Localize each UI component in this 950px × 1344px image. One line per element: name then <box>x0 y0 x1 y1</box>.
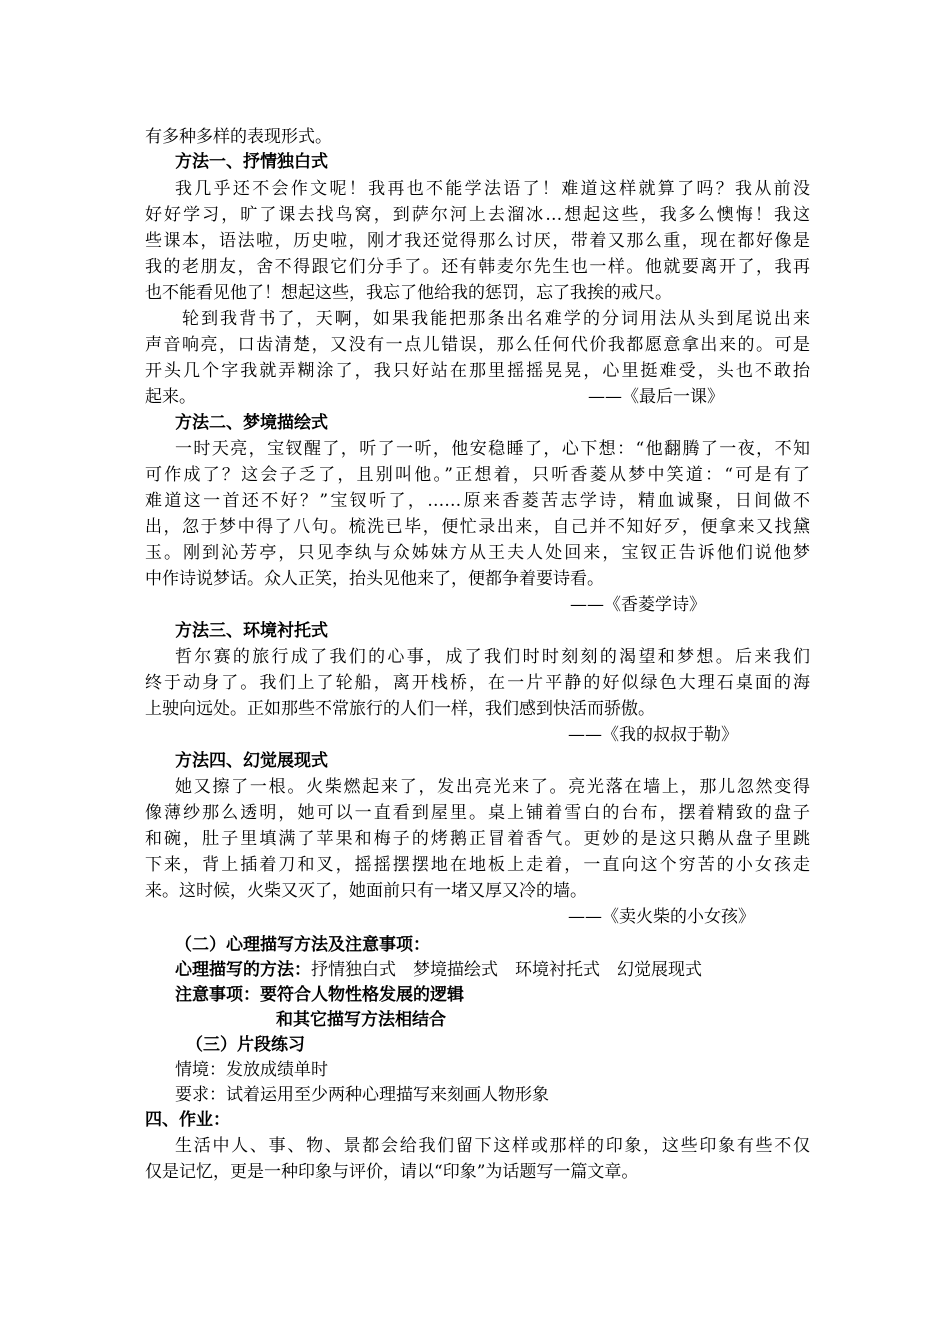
section3-situation: 情境：发放成绩单时 <box>175 1060 328 1080</box>
method1-line2: 开头几个字我就弄糊涂了，我只好站在那里摇摇晃晃，心里挺难受，头也不敢抬 <box>145 361 810 381</box>
method1-line: 也不能看见他了！想起这些，我忘了他给我的惩罚，忘了我挨的戒尺。 <box>145 283 672 303</box>
method4-source: ——《卖火柴的小女孩》 <box>568 907 755 927</box>
method3-line: 上驶向远处。正如那些不常旅行的人们一样，我们感到快活而骄傲。 <box>145 699 655 719</box>
method1-line: 我的老朋友，舍不得跟它们分手了。还有韩麦尔先生也一样。他就要离开了，我再 <box>145 257 810 277</box>
method2-line: 出，忽于梦中得了八句。梳洗已毕，便忙录出来，自己并不知好歹，便拿来又找黛 <box>145 517 810 537</box>
method1-line: 我几乎还不会作文呢！我再也不能学法语了！难道这样就算了吗？我从前没 <box>175 179 810 199</box>
section2-notes <box>175 983 775 1007</box>
method4-line: 来。这时候，火柴又灭了，她面前只有一堵又厚又冷的墙。 <box>145 881 587 901</box>
section4-title: 四、作业： <box>145 1110 230 1130</box>
section2-note2: 和其它描写方法相结合 <box>276 1010 446 1030</box>
method4-title: 方法四、幻觉展现式 <box>175 751 328 771</box>
method3-line: 哲尔赛的旅行成了我们的心事，成了我们时时刻刻的渴望和梦想。后来我们 <box>175 647 810 667</box>
method2-line: 玉。刚到沁芳亭，只见李纨与众姊妹方从王夫人处回来，宝钗正告诉他们说他梦 <box>145 543 810 563</box>
section4-line: 生活中人、事、物、景都会给我们留下这样或那样的印象，这些印象有些不仅 <box>175 1136 810 1156</box>
method1-title: 方法一、抒情独白式 <box>175 152 328 172</box>
method3-source: ——《我的叔叔于勒》 <box>568 725 738 745</box>
method4-line: 像薄纱那么透明，她可以一直看到屋里。桌上铺着雪白的台布，摆着精致的盘子 <box>145 803 810 823</box>
method2-source: ——《香菱学诗》 <box>570 595 706 615</box>
section3-requirement: 要求：试着运用至少两种心理描写来刻画人物形象 <box>175 1085 549 1105</box>
method1-source: ——《最后一课》 <box>588 387 724 407</box>
method4-line: 和碗，肚子里填满了苹果和梅子的烤鹅正冒着香气。更妙的是这只鹅从盘子里跳 <box>145 829 810 849</box>
section2-methods <box>175 958 795 982</box>
method4-line: 她又擦了一根。火柴燃起来了，发出亮光来了。亮光落在墙上，那儿忽然变得 <box>175 777 810 797</box>
method1-line2: 轮到我背书了，天啊，如果我能把那条出名难学的分词用法从头到尾说出来 <box>182 309 810 329</box>
method2-line: 难道这一首还不好？”宝钗听了，……原来香菱苦志学诗，精血诚聚，日间做不 <box>145 491 810 511</box>
section4-line: 仅是记忆，更是一种印象与评价，请以“印象”为话题写一篇文章。 <box>145 1162 639 1182</box>
section2-methods-label: 心理描写的方法： <box>175 960 311 980</box>
method2-line: 中作诗说梦话。众人正笑，抬头见他来了，便都争着要诗看。 <box>145 569 604 589</box>
section2-title: （二）心理描写方法及注意事项： <box>175 935 430 955</box>
section2-note1: 要符合人物性格发展的逻辑 <box>260 985 464 1005</box>
method3-title: 方法三、环境衬托式 <box>175 621 328 641</box>
method2-line: 一时天亮，宝钗醒了，听了一听，他安稳睡了，心下想：“他翻腾了一夜，不知 <box>175 439 810 459</box>
method1-line: 些课本，语法啦，历史啦，刚才我还觉得那么讨厌，带着又那么重，现在都好像是 <box>145 231 810 251</box>
method4-line: 下来，背上插着刀和叉，摇摇摆摆地在地板上走着，一直向这个穷苦的小女孩走 <box>145 855 810 875</box>
method3-line: 终于动身了。我们上了轮船，离开栈桥，在一片平静的好似绿色大理石桌面的海 <box>145 673 810 693</box>
method2-line: 可作成了？这会子乏了，且别叫他。”正想着，只听香菱从梦中笑道：“可是有了 <box>145 465 810 485</box>
section2-notes-label: 注意事项： <box>175 985 260 1005</box>
section3-title: （三）片段练习 <box>186 1035 305 1055</box>
method1-line2: 声音响亮，口齿清楚，又没有一点儿错误，那么任何代价我都愿意拿出来的。可是 <box>145 335 810 355</box>
section2-methods-list: 抒情独白式 梦境描绘式 环境衬托式 幻觉展现式 <box>311 960 702 980</box>
intro-tail: 有多种多样的表现形式。 <box>145 127 332 147</box>
method1-line: 好好学习，旷了课去找鸟窝，到萨尔河上去溜冰…想起这些，我多么懊悔！我这 <box>145 205 810 225</box>
method2-title: 方法二、梦境描绘式 <box>175 413 328 433</box>
method1-line2: 起来。 <box>145 387 196 407</box>
